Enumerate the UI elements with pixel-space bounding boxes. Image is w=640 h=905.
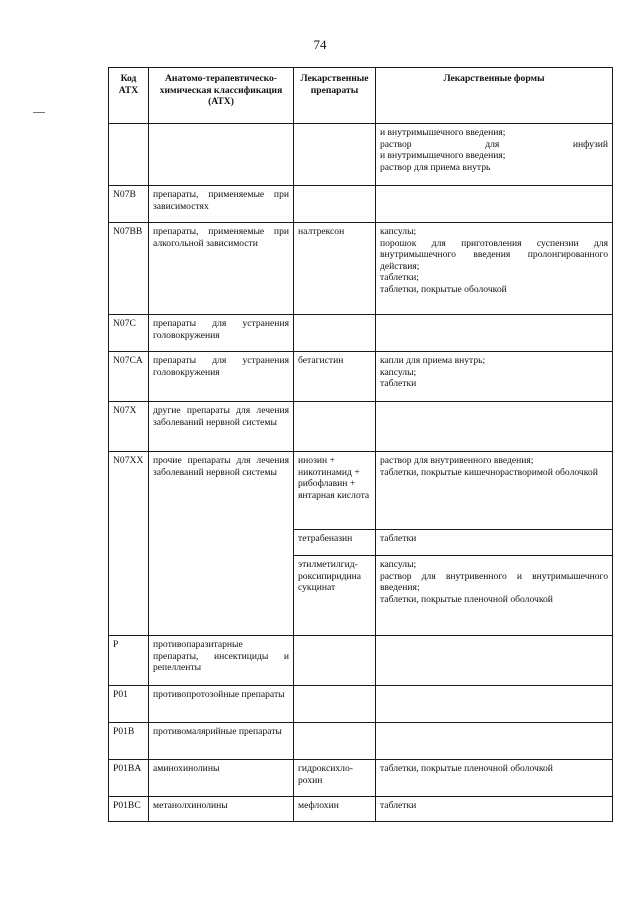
cell-forms	[376, 797, 613, 822]
cell-forms	[376, 223, 613, 315]
cell-classification: метанолхинолины	[149, 797, 294, 822]
page-number: 74	[313, 37, 327, 52]
header-classification: Анатомо-терапевтическо-химическая классификация (АТХ)	[149, 68, 294, 124]
form-line: таблетки	[380, 378, 417, 390]
drug-line: никотинамид +	[298, 466, 360, 478]
cell-code: P	[109, 636, 149, 686]
cell-forms	[376, 315, 613, 352]
atc-table	[108, 67, 613, 822]
drug-line: роксипиридина	[298, 570, 362, 582]
cell-drugs: гидроксихло-рохин	[294, 760, 376, 797]
margin-mark	[33, 112, 45, 113]
form-line: капли для приема внутрь;	[380, 355, 486, 366]
header-code: Код АТХ	[109, 68, 149, 124]
table-row	[109, 315, 613, 352]
cell-drugs: мефлохин	[294, 797, 376, 822]
drug-line: сукцинат	[298, 582, 336, 594]
cell-classification: препараты, применяемые при зависимостях	[149, 186, 294, 223]
cell-code: P01BC	[109, 797, 149, 822]
header-drugs: Лекарственные препараты	[294, 68, 376, 124]
form-line: таблетки, покрытые кишечнорастворимой оболочкой	[380, 466, 598, 478]
form-line: раствор для внутривенного введения;	[380, 455, 534, 466]
cell-classification: аминохинолины	[149, 760, 294, 797]
form-line: раствор для приема внутрь	[380, 161, 491, 173]
cell-code: N07C	[109, 315, 149, 352]
cell-classification	[149, 124, 294, 186]
cell-forms	[376, 402, 613, 452]
cell-code: P01B	[109, 723, 149, 760]
cell-forms	[376, 452, 613, 530]
cell-drugs	[294, 556, 376, 636]
cell-classification: препараты, применяемые при алкогольной зависимости	[149, 223, 294, 315]
cell-forms	[376, 760, 613, 797]
cell-classification: препараты для устранения головокружения	[149, 352, 294, 402]
table-row	[109, 723, 613, 760]
table-row	[109, 124, 613, 186]
cell-classification: прочие препараты для лечения заболеваний нервной системы	[149, 452, 294, 636]
cell-code: N07X	[109, 402, 149, 452]
form-line: таблетки;	[380, 272, 419, 284]
table-row	[109, 797, 613, 822]
cell-classification: противомалярийные препараты	[149, 723, 294, 760]
table-row	[109, 352, 613, 402]
cell-code: N07BB	[109, 223, 149, 315]
cell-drugs	[294, 124, 376, 186]
drug-line: рибофлавин +	[298, 478, 356, 490]
table-row	[109, 186, 613, 223]
cell-drugs	[294, 530, 376, 556]
form-line: таблетки, покрытые пленочной оболочкой	[380, 593, 553, 605]
cell-drugs: налтрексон	[294, 223, 376, 315]
cell-code: N07B	[109, 186, 149, 223]
cell-forms	[376, 186, 613, 223]
cell-forms	[376, 723, 613, 760]
cell-forms	[376, 124, 613, 186]
cell-drugs	[294, 636, 376, 686]
cell-drugs: бетагистин	[294, 352, 376, 402]
table-header-row	[109, 68, 613, 124]
form-line: порошок для приготовления суспензии для внутримышечного введения пролонгированного действия;	[380, 237, 608, 272]
form-line: капсулы;	[380, 366, 417, 378]
form-line: таблетки, покрытые оболочкой	[380, 283, 507, 295]
drug-line: янтарная кислота	[298, 489, 370, 501]
cell-code	[109, 124, 149, 186]
table-row	[109, 223, 613, 315]
form-line: таблетки	[380, 800, 417, 811]
drug-line: инозин +	[298, 455, 335, 466]
cell-drugs	[294, 723, 376, 760]
cell-drugs	[294, 186, 376, 223]
form-line: и внутримышечного введения;	[380, 150, 506, 162]
form-line: таблетки, покрытые пленочной оболочкой	[380, 763, 553, 774]
table-row	[109, 760, 613, 797]
form-line: раствор для внутривенного и внутримышечного введения;	[380, 570, 608, 594]
cell-forms	[376, 556, 613, 636]
table-row	[109, 686, 613, 723]
form-line: раствор для инфузий	[380, 138, 608, 150]
table-row	[109, 402, 613, 452]
form-line: таблетки	[380, 533, 417, 544]
cell-forms	[376, 636, 613, 686]
cell-forms	[376, 530, 613, 556]
cell-classification: противопаразитарные препараты, инсектициды и репелленты	[149, 636, 294, 686]
cell-classification: другие препараты для лечения заболеваний нервной системы	[149, 402, 294, 452]
cell-code: P01BA	[109, 760, 149, 797]
cell-drugs	[294, 452, 376, 530]
drug-line: тетрабеназин	[298, 533, 353, 544]
form-line: капсулы;	[380, 559, 417, 570]
cell-code: N07CA	[109, 352, 149, 402]
form-line: капсулы;	[380, 226, 417, 237]
drug-line: этилметилгид-	[298, 559, 358, 570]
header-forms: Лекарственные формы	[376, 68, 613, 124]
table-row	[109, 452, 613, 530]
cell-drugs	[294, 402, 376, 452]
cell-drugs	[294, 686, 376, 723]
cell-code: N07XX	[109, 452, 149, 636]
cell-classification: противопротозойные препараты	[149, 686, 294, 723]
cell-forms	[376, 352, 613, 402]
cell-code: P01	[109, 686, 149, 723]
form-line: и внутримышечного введения;	[380, 127, 506, 138]
cell-classification: препараты для устранения головокружения	[149, 315, 294, 352]
cell-forms	[376, 686, 613, 723]
cell-drugs	[294, 315, 376, 352]
table-row	[109, 636, 613, 686]
